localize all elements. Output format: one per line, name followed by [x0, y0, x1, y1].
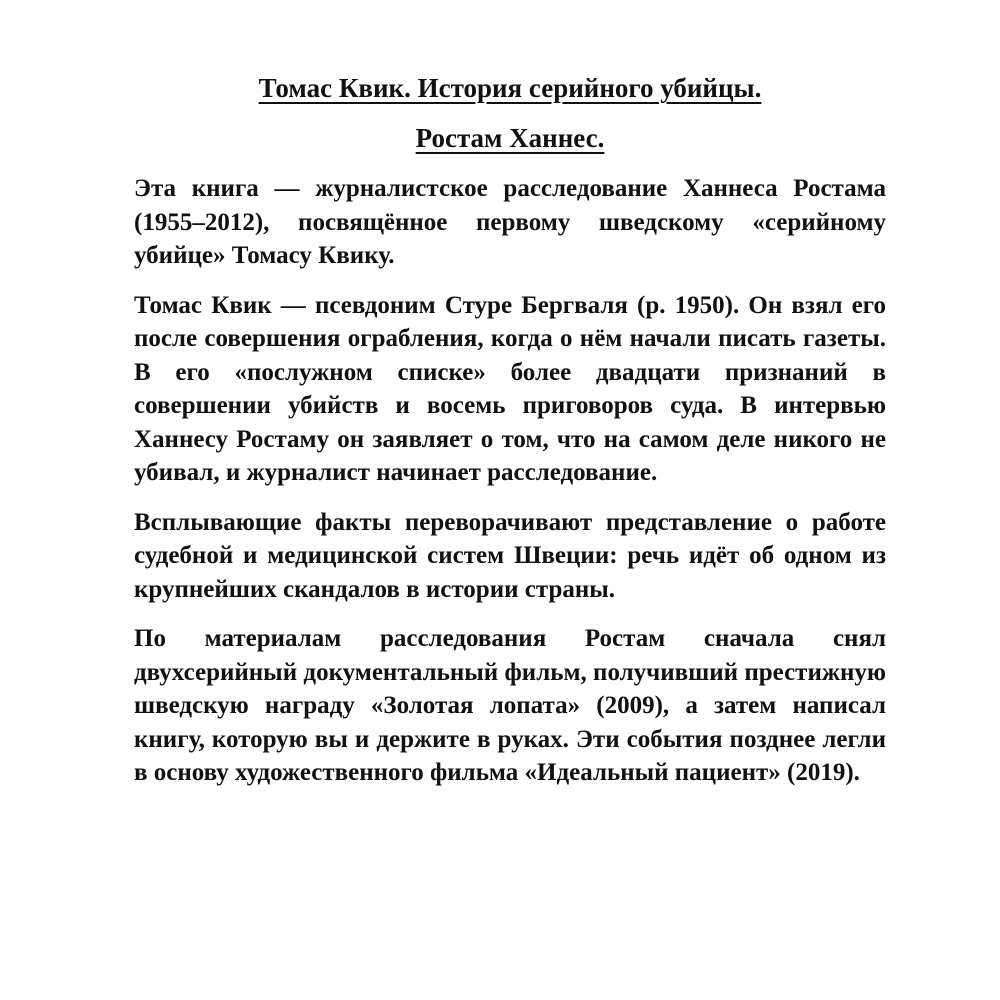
- book-title: Томас Квик. История серийного убийцы.: [258, 73, 762, 103]
- book-author: Ростам Ханнес.: [415, 123, 605, 153]
- description-paragraph-3: Всплывающие факты переворачивают представление о работе судебной и медицинской систем Швеции: речь идёт об одном из крупнейших скандалов в истории страны.: [134, 508, 886, 603]
- description-paragraph-2: Томас Квик — псевдоним Стуре Бергваля (р. 1950). Он взял его после совершения ограбления, когда о нём начали писать газеты. В его «послужном списке» более двадцати признаний в совершении убийств и восемь приговоров суда. В интервью Ханнесу Ростаму он заявляет о том, что на самом деле никого не убивал, и журналист начинает расследование.: [134, 291, 886, 486]
- description-paragraph-1: Эта книга — журналистское расследование Ханнеса Ростама (1955–2012), посвящённое первому шведскому «серийному убийце» Томасу Квику.: [134, 175, 886, 269]
- description-paragraph-4: По материалам расследования Ростам сначала снял двухсерийный документальный фильм, получивший престижную шведскую награду «Золотая лопата» (2009), а затем написал книгу, которую вы и держите в руках. Эти события позднее легли в основу художественного фильма «Идеальный пациент» (2019).: [134, 625, 886, 786]
- book-description-page: [134, 68, 886, 806]
